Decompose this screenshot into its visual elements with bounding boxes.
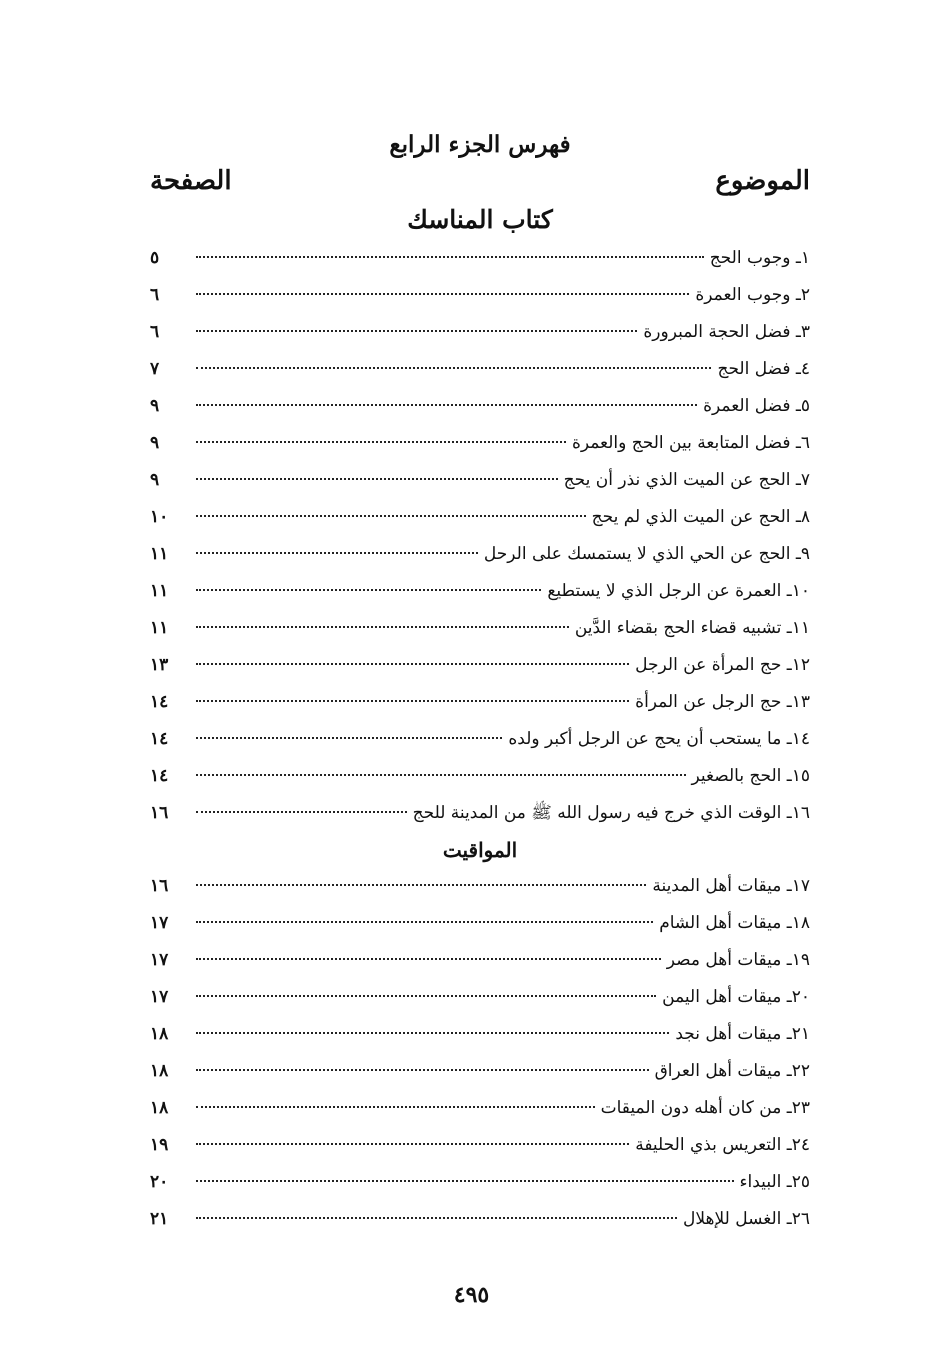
toc-entry-title: ١٣ـ حج الرجل عن المرأة bbox=[635, 692, 810, 712]
toc-entry-page: ٦ bbox=[150, 285, 160, 305]
toc-entry-page: ١١ bbox=[150, 618, 169, 638]
dot-leader bbox=[196, 404, 697, 406]
toc-entry bbox=[150, 573, 810, 610]
toc-entry-title: ١٦ـ الوقت الذي خرج فيه رسول الله ﷺ من المدينة للحج bbox=[412, 803, 810, 823]
toc-entry-page: ١٦ bbox=[150, 803, 169, 823]
toc-entry-page: ١٤ bbox=[150, 729, 169, 749]
toc-entry-page: ١٩ bbox=[150, 1135, 169, 1155]
toc-entry-page: ١٨ bbox=[150, 1024, 169, 1044]
dot-leader bbox=[196, 293, 689, 295]
toc-entry bbox=[150, 314, 810, 351]
toc-entry-page: ٧ bbox=[150, 359, 160, 379]
toc-entry bbox=[150, 721, 810, 758]
toc-entry-page: ٢٠ bbox=[150, 1172, 169, 1192]
toc-entry bbox=[150, 684, 810, 721]
dot-leader bbox=[196, 515, 586, 517]
column-header-topic: الموضوع bbox=[715, 166, 810, 196]
toc-entry-title: ٤ـ فضل الحج bbox=[717, 359, 810, 379]
dot-leader bbox=[196, 256, 704, 258]
toc-entry-page: ١٤ bbox=[150, 692, 169, 712]
column-header-page: الصفحة bbox=[150, 166, 232, 196]
toc-entry bbox=[150, 1164, 810, 1201]
toc-entry bbox=[150, 610, 810, 647]
page-number: ٤٩٥ bbox=[453, 1282, 490, 1308]
toc-entry-title: ٥ـ فضل العمرة bbox=[703, 396, 810, 416]
toc-entry-page: ١٦ bbox=[150, 876, 169, 896]
dot-leader bbox=[196, 811, 407, 813]
dot-leader bbox=[196, 367, 711, 369]
toc-entry-title: ١٩ـ ميقات أهل مصر bbox=[666, 950, 810, 970]
toc-entry-title: ٢١ـ ميقات أهل نجد bbox=[675, 1024, 810, 1044]
toc-entry bbox=[150, 1090, 810, 1127]
toc-entry-title: ١١ـ تشبيه قضاء الحج بقضاء الدَّين bbox=[574, 618, 810, 638]
toc-entry bbox=[150, 758, 810, 795]
dot-leader bbox=[196, 1069, 649, 1071]
toc-entry-page: ٩ bbox=[150, 433, 160, 453]
toc-entry-page: ٦ bbox=[150, 322, 160, 342]
toc-entry-page: ١٧ bbox=[150, 987, 169, 1007]
toc-entry-title: ٢٠ـ ميقات أهل اليمن bbox=[662, 987, 810, 1007]
toc-entry bbox=[150, 277, 810, 314]
toc-entry-title: ٨ـ الحج عن الميت الذي لم يحج bbox=[591, 507, 810, 527]
dot-leader bbox=[196, 737, 502, 739]
toc-entry-page: ١٧ bbox=[150, 913, 169, 933]
toc-entry-title: ١٥ـ الحج بالصغير bbox=[691, 766, 810, 786]
toc-page bbox=[150, 128, 810, 1238]
dot-leader bbox=[196, 626, 569, 628]
toc-entry-title: ١٤ـ ما يستحب أن يحج عن الرجل أكبر ولده bbox=[508, 729, 810, 749]
toc-entry-title: ٣ـ فضل الحجة المبرورة bbox=[643, 322, 810, 342]
toc-entry bbox=[150, 1016, 810, 1053]
toc-entry bbox=[150, 868, 810, 905]
toc-entry-page: ١٤ bbox=[150, 766, 169, 786]
toc-entry bbox=[150, 1053, 810, 1090]
toc-entry bbox=[150, 462, 810, 499]
toc-entry-page: ١١ bbox=[150, 581, 169, 601]
toc-entry-page: ١٣ bbox=[150, 655, 169, 675]
dot-leader bbox=[196, 589, 541, 591]
toc-entry-page: ١٠ bbox=[150, 507, 169, 527]
section-heading: المواقيت bbox=[442, 838, 518, 862]
dot-leader bbox=[196, 995, 656, 997]
toc-entry-title: ٢٢ـ ميقات أهل العراق bbox=[654, 1061, 810, 1081]
toc-list bbox=[150, 868, 810, 1238]
dot-leader bbox=[196, 1217, 677, 1219]
toc-entry bbox=[150, 240, 810, 277]
toc-entry bbox=[150, 647, 810, 684]
dot-leader bbox=[196, 330, 637, 332]
toc-entry-title: ٢٤ـ التعريس بذي الحليفة bbox=[635, 1135, 810, 1155]
toc-entry-page: ٩ bbox=[150, 470, 160, 490]
toc-entry-page: ١٧ bbox=[150, 950, 169, 970]
dot-leader bbox=[196, 700, 629, 702]
toc-entry-title: ٩ـ الحج عن الحي الذي لا يستمسك على الرحل bbox=[483, 544, 810, 564]
toc-entry-title: ١ـ وجوب الحج bbox=[709, 248, 810, 268]
toc-entry-title: ١٠ـ العمرة عن الرجل الذي لا يستطيع bbox=[547, 581, 810, 601]
column-headers bbox=[150, 162, 810, 200]
toc-entry bbox=[150, 905, 810, 942]
toc-entry-page: ١٨ bbox=[150, 1098, 169, 1118]
toc-entry-page: ١١ bbox=[150, 544, 169, 564]
toc-entry-title: ١٨ـ ميقات أهل الشام bbox=[659, 913, 810, 933]
toc-entry bbox=[150, 388, 810, 425]
dot-leader bbox=[196, 663, 629, 665]
toc-entry bbox=[150, 979, 810, 1016]
dot-leader bbox=[196, 921, 653, 923]
toc-entry bbox=[150, 1127, 810, 1164]
toc-entry-page: ٢١ bbox=[150, 1209, 169, 1229]
dot-leader bbox=[196, 774, 686, 776]
dot-leader bbox=[196, 1106, 595, 1108]
toc-list bbox=[150, 240, 810, 832]
toc-entry-title: ٦ـ فضل المتابعة بين الحج والعمرة bbox=[571, 433, 810, 453]
toc-entry bbox=[150, 1201, 810, 1238]
toc-entry bbox=[150, 795, 810, 832]
dot-leader bbox=[196, 441, 566, 443]
toc-entry bbox=[150, 536, 810, 573]
toc-entry-page: ١٨ bbox=[150, 1061, 169, 1081]
toc-entry-page: ٩ bbox=[150, 396, 160, 416]
toc-entry-title: ٧ـ الحج عن الميت الذي نذر أن يحج bbox=[563, 470, 810, 490]
toc-entry-title: ٢٥ـ البيداء bbox=[739, 1172, 810, 1192]
toc-entry bbox=[150, 499, 810, 536]
toc-entry bbox=[150, 942, 810, 979]
toc-entry bbox=[150, 351, 810, 388]
toc-entry-title: ١٢ـ حج المرأة عن الرجل bbox=[635, 655, 810, 675]
dot-leader bbox=[196, 478, 558, 480]
toc-entry-page: ٥ bbox=[150, 248, 160, 268]
dot-leader bbox=[196, 1180, 734, 1182]
page-title: فهرس الجزء الرابع bbox=[389, 131, 571, 158]
section-heading: كتاب المناسك bbox=[407, 205, 553, 234]
dot-leader bbox=[196, 884, 646, 886]
toc-entry bbox=[150, 425, 810, 462]
dot-leader bbox=[196, 958, 661, 960]
dot-leader bbox=[196, 552, 478, 554]
toc-sections bbox=[150, 200, 810, 1238]
toc-entry-title: ٢٦ـ الغسل للإهلال bbox=[683, 1209, 810, 1229]
toc-entry-title: ٢ـ وجوب العمرة bbox=[695, 285, 810, 305]
toc-entry-title: ٢٣ـ من كان أهله دون الميقات bbox=[600, 1098, 810, 1118]
toc-entry-title: ١٧ـ ميقات أهل المدينة bbox=[652, 876, 810, 896]
dot-leader bbox=[196, 1032, 669, 1034]
dot-leader bbox=[196, 1143, 629, 1145]
